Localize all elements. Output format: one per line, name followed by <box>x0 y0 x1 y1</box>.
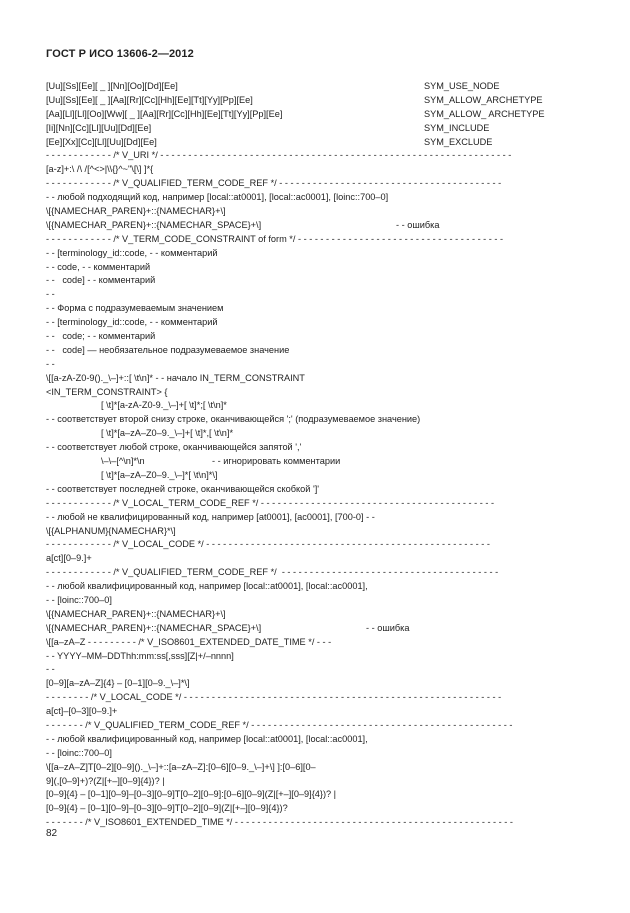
listing-line <box>46 441 586 455</box>
line-text: - - YYYY–MM–DDThh:mm:ss[,sss][Z|+/–nnnn] <box>46 650 234 661</box>
listing-line <box>46 316 586 330</box>
line-text: - - code] — необязательное подразумеваемое значение <box>46 344 290 355</box>
line-text: - - - - - - - - - - - - /* V_TERM_CODE_CONSTRAINT of form */ - - - - - - - - - - - - - - - - - - - - - - - - - - - - - - - - - - - - - <box>46 233 504 244</box>
line-text: [0–9][a–zA–Z]{4} – [0–1][0–9._\–]*\] <box>46 678 190 689</box>
line-text: \[{ALPHANUM}{NAMECHAR}*\] <box>46 525 176 536</box>
line-text: \[[a–zA–Z - - - - - - - - - /* V_ISO8601_EXTENDED_DATE_TIME */ - - - <box>46 636 332 647</box>
token-symbol: SYM_INCLUDE <box>424 122 490 133</box>
listing-line <box>46 761 586 775</box>
listing-line <box>46 191 586 205</box>
listing-line <box>46 719 586 733</box>
line-text: [Uu][Ss][Ee][ _ ][Nn][Oo][Dd][Ee] <box>46 81 178 91</box>
listing-line <box>46 330 586 344</box>
listing-line <box>46 136 586 150</box>
line-text: \[[a–zA–Z]T[0–2][0–9]()._\–]+::[a–zA–Z]:[0–6][0–9._\–]+\] ]:[0–6][0– <box>46 761 316 772</box>
line-text: a[ct][0–9.]+ <box>46 553 92 564</box>
listing-line <box>46 816 586 830</box>
listing-line <box>46 622 586 636</box>
line-text: [Aa][Ll][Ll][Oo][Ww][ _ ][Aa][Rr][Cc][Hh][Ee][Tt][Yy][Pp][Ee] <box>46 108 283 119</box>
listing-line <box>46 538 586 552</box>
listing-line <box>46 594 586 608</box>
listing-line <box>46 497 586 511</box>
listing-line <box>46 525 586 539</box>
line-text: \[{NAMECHAR_PAREN}+::{NAMECHAR_SPACE}+\] <box>46 219 262 230</box>
line-text: [a-z]+:\ /\ /[^<>|\\{}^~"\[\] ]*{ <box>46 164 154 175</box>
line-text: - - - - - - - - - - - - /* V_URI */ - - - - - - - - - - - - - - - - - - - - - - - - - - - - - - - - - - - - - - - - - - - - - - - - - - - - - - - - - - - - - - - <box>46 150 512 161</box>
listing-line <box>46 788 586 802</box>
token-symbol: SYM_ALLOW_ARCHETYPE <box>424 94 543 105</box>
line-text: - - code, - - комментарий <box>46 261 151 272</box>
line-text: - - соответствует любой строке, оканчивающейся запятой ',' <box>46 442 302 453</box>
line-text: - - [terminology_id::code, - - комментарий <box>46 317 218 328</box>
listing-line <box>46 705 586 719</box>
line-text: - - любой квалифицированный код, например [local::at0001], [local::ac0001], <box>46 581 368 592</box>
page-number: 82 <box>46 828 58 839</box>
line-text: - - <box>46 358 55 369</box>
listing-line <box>46 775 586 789</box>
listing-line <box>46 344 586 358</box>
line-text: - - любой не квалифицированный код, например [at0001], [ac0001], [700-0] - - <box>46 511 375 522</box>
listing-line <box>46 108 586 122</box>
listing-line <box>46 149 586 163</box>
listing-line <box>46 691 586 705</box>
line-text: - - - - - - - - /* V_LOCAL_CODE */ - - - - - - - - - - - - - - - - - - - - - - - - - - - - - - - - - - - - - - - - - - - - - - - - - - - - - - - - - <box>46 692 502 703</box>
line-comment: - - ошибка <box>396 219 440 230</box>
listing-line <box>46 163 586 177</box>
listing-line <box>46 677 586 691</box>
listing-line <box>46 469 586 483</box>
line-text: - - любой подходящий код, например [local::at0001], [local::ac0001], [loinc::700–0] <box>46 192 389 203</box>
listing-line <box>46 511 586 525</box>
listing-line <box>46 427 586 441</box>
line-text: 9](,[0–9]+)?(Z|[+–][0–9]{4})? | <box>46 775 165 786</box>
listing-line <box>46 747 586 761</box>
listing-line <box>46 455 586 469</box>
line-text: - - <box>46 664 55 675</box>
line-text: \[{NAMECHAR_PAREN}+::{NAMECHAR}+\] <box>46 206 226 217</box>
listing-line <box>46 399 586 413</box>
line-text: [ \t]*[a–zA–Z0–9._\–]*[ \t\n]*\] <box>101 469 218 480</box>
listing-line <box>46 483 586 497</box>
listing-line <box>46 122 586 136</box>
listing-line <box>46 288 586 302</box>
line-text: <IN_TERM_CONSTRAINT> { <box>46 386 168 397</box>
line-text: [Ii][Nn][Cc][Ll][Uu][Dd][Ee] <box>46 122 152 133</box>
line-text: [0–9]{4} – [0–1][0–9]–[0–3][0–9]T[0–2][0–9](Z|[+–][0–9]{4})? <box>46 803 288 814</box>
listing-line <box>46 94 586 108</box>
listing-line <box>46 566 586 580</box>
document-header: ГОСТ Р ИСО 13606-2—2012 <box>46 48 194 60</box>
line-text: - - соответствует второй снизу строке, оканчивающейся ';' (подразумеваемое значение) <box>46 414 421 425</box>
line-text: [ \t]*[a–zA–Z0–9._\–]+[ \t]*,[ \t\n]* <box>101 428 234 439</box>
line-text: - - - - - - - /* V_ISO8601_EXTENDED_TIME */ - - - - - - - - - - - - - - - - - - - - - - - - - - - - - - - - - - - - - - - - - - - - - - - - - - <box>46 817 513 828</box>
line-text: - - [loinc::700–0] <box>46 594 112 605</box>
listing-line <box>46 733 586 747</box>
listing-line <box>46 247 586 261</box>
line-text: - - <box>46 289 55 300</box>
listing-line <box>46 580 586 594</box>
line-text: [ \t]*[a-zA-Z0-9._\–]+[ \t]*;[ \t\n]* <box>101 400 227 411</box>
line-text: \[{NAMECHAR_PAREN}+::{NAMECHAR_SPACE}+\] <box>46 622 262 633</box>
listing-line <box>46 802 586 816</box>
listing-line <box>46 219 586 233</box>
line-comment: - - игнорировать комментарии <box>212 456 341 467</box>
line-text: - - - - - - - - - - - - /* V_QUALIFIED_TERM_CODE_REF */ - - - - - - - - - - - - - - - - - - - - - - - - - - - - - - - - - - - - - - - - <box>46 178 502 189</box>
listing-line <box>46 177 586 191</box>
line-text: - - [loinc::700–0] <box>46 747 112 758</box>
listing-line <box>46 650 586 664</box>
listing-line <box>46 386 586 400</box>
listing-line <box>46 274 586 288</box>
listing-line <box>46 552 586 566</box>
line-text: \[[a-zA-Z0-9()._\–]+::[ \t\n]* - - начало IN_TERM_CONSTRAINT <box>46 372 305 383</box>
line-text: \–\–[^\n]*\n <box>101 456 145 467</box>
listing-line <box>46 302 586 316</box>
listing-line <box>46 663 586 677</box>
listing-line <box>46 205 586 219</box>
line-text: - - - - - - - - - - - - /* V_LOCAL_TERM_CODE_REF */ - - - - - - - - - - - - - - - - - - - - - - - - - - - - - - - - - - - - - - - - - - <box>46 497 495 508</box>
line-text: - - соответствует последней строке, оканчивающейся скобкой ']' <box>46 483 319 494</box>
line-text: - - Форма с подразумеваемым значением <box>46 303 224 314</box>
line-text: a[ct]–[0–3][0–9.]+ <box>46 706 118 717</box>
grammar-listing <box>46 80 586 830</box>
listing-line <box>46 233 586 247</box>
token-symbol: SYM_EXCLUDE <box>424 136 493 147</box>
line-text: - - - - - - - - - - - - /* V_LOCAL_CODE */ - - - - - - - - - - - - - - - - - - - - - - - - - - - - - - - - - - - - - - - - - - - - - - - - - - - <box>46 539 490 550</box>
listing-line <box>46 372 586 386</box>
line-text: - - - - - - - - - - - - /* V_QUALIFIED_TERM_CODE_REF */ - - - - - - - - - - - - - - - - - - - - - - - - - - - - - - - - - - - - - - - <box>46 567 499 578</box>
line-text: - - code; - - комментарий <box>46 331 156 342</box>
line-text: - - [terminology_id::code, - - комментарий <box>46 247 218 258</box>
line-text: \[{NAMECHAR_PAREN}+::{NAMECHAR}+\] <box>46 608 226 619</box>
listing-line <box>46 358 586 372</box>
listing-line <box>46 80 586 94</box>
listing-line <box>46 608 586 622</box>
line-comment: - - ошибка <box>366 622 410 633</box>
line-text: - - code] - - комментарий <box>46 275 156 286</box>
line-text: [0–9]{4} – [0–1][0–9]–[0–3][0–9]T[0–2][0–9]:[0–6][0–9](Z|[+–][0–9]{4})? | <box>46 789 337 800</box>
line-text: [Uu][Ss][Ee][ _ ][Aa][Rr][Cc][Hh][Ee][Tt][Yy][Pp][Ee] <box>46 94 253 105</box>
token-symbol: SYM_USE_NODE <box>424 81 500 91</box>
line-text: [Ee][Xx][Cc][Ll][Uu][Dd][Ee] <box>46 136 157 147</box>
line-text: - - любой квалифицированный код, например [local::at0001], [local::ac0001], <box>46 733 368 744</box>
token-symbol: SYM_ALLOW_ ARCHETYPE <box>424 108 545 119</box>
listing-line <box>46 413 586 427</box>
line-text: - - - - - - - /* V_QUALIFIED_TERM_CODE_REF */ - - - - - - - - - - - - - - - - - - - - - - - - - - - - - - - - - - - - - - - - - - - - - - - <box>46 719 513 730</box>
listing-line <box>46 636 586 650</box>
listing-line <box>46 261 586 275</box>
